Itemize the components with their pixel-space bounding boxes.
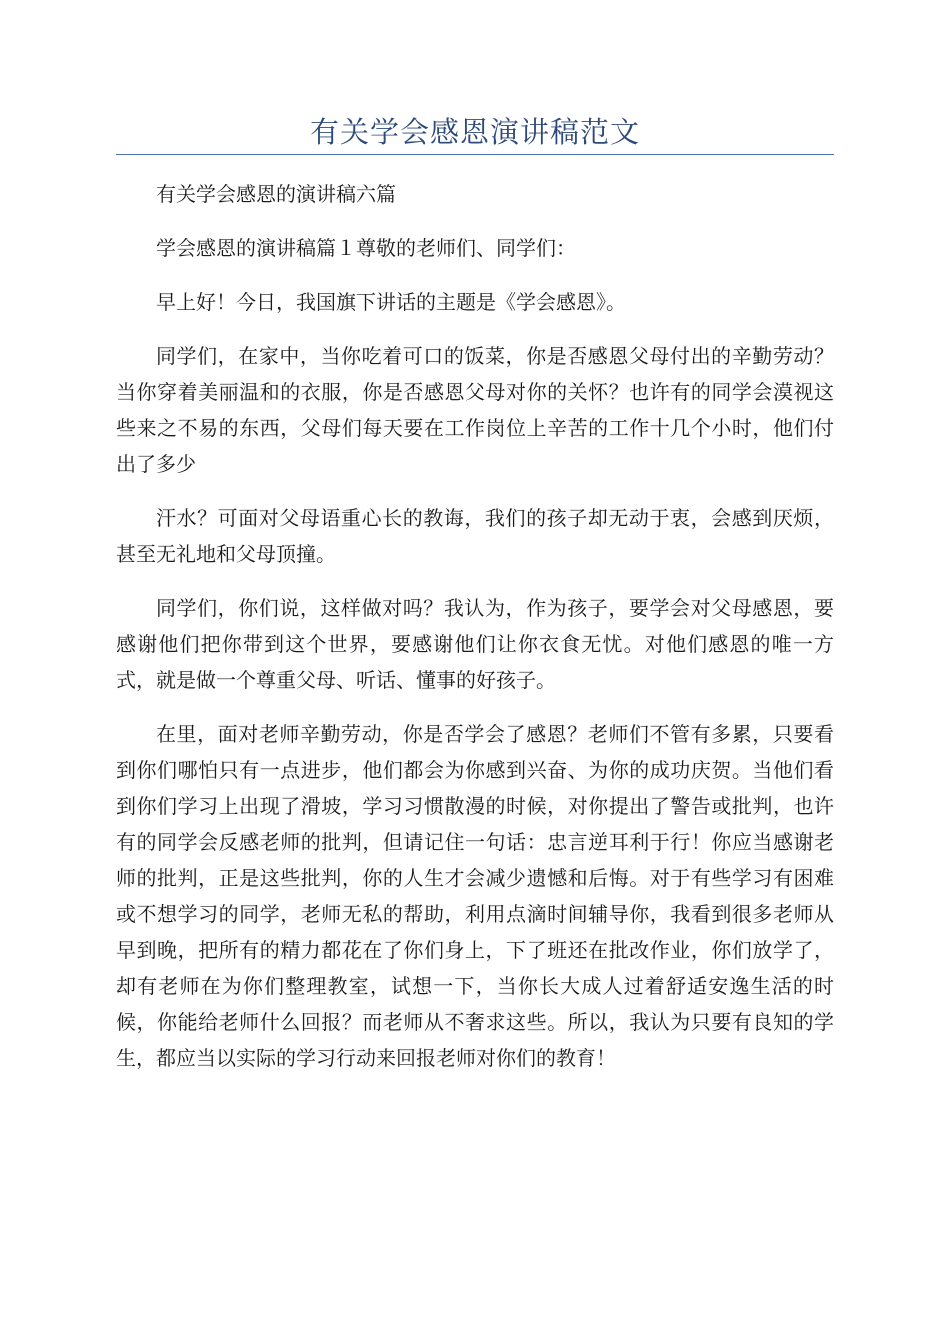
paragraph-intro: 早上好！今日，我国旗下讲话的主题是《学会感恩》。 [156, 290, 626, 314]
paragraph-greeting: 学会感恩的演讲稿篇１尊敬的老师们、同学们： [156, 236, 576, 260]
document-body [116, 176, 834, 1094]
paragraph-subtitle: 有关学会感恩的演讲稿六篇 [156, 182, 396, 206]
paragraph: 汗水？可面对父母语重心长的教诲，我们的孩子却无动于衷，会感到厌烦，甚至无礼地和父母顶撞。 [116, 506, 834, 566]
title-underline [116, 154, 834, 155]
paragraph: 同学们，在家中，当你吃着可口的饭菜，你是否感恩父母付出的辛勤劳动？当你穿着美丽温和的衣服，你是否感恩父母对你的关怀？也许有的同学会漠视这些来之不易的东西，父母们每天要在工作岗位上辛苦的工作十几个小时，他们付出了多少 [116, 344, 834, 476]
document-title: 有关学会感恩演讲稿范文 [309, 115, 640, 149]
paragraph: 在里，面对老师辛勤劳动，你是否学会了感恩？老师们不管有多累，只要看到你们哪怕只有一点进步，他们都会为你感到兴奋、为你的成功庆贺。当他们看到你们学习上出现了滑坡，学习习惯散漫的时候，对你提出了警告或批判，也许有的同学会反感老师的批判，但请记住一句话：忠言逆耳利于行！你应当感谢老师的批判，正是这些批判，你的人生才会减少遗憾和后悔。对于有些学习有困难或不想学习的同学，老师无私的帮助，利用点滴时间辅导你，我看到很多老师从早到晚，把所有的精力都花在了你们身上，下了班还在批改作业，你们放学了，却有老师在为你们整理教室，试想一下，当你长大成人过着舒适安逸生活的时候，你能给老师什么回报？而老师从不奢求这些。所以，我认为只要有良知的学生，都应当以实际的学习行动来回报老师对你们的教育！ [116, 722, 834, 1070]
paragraph: 同学们，你们说，这样做对吗？我认为，作为孩子，要学会对父母感恩，要感谢他们把你带到这个世界，要感谢他们让你衣食无忧。对他们感恩的唯一方式，就是做一个尊重父母、听话、懂事的好孩子。 [116, 596, 834, 692]
